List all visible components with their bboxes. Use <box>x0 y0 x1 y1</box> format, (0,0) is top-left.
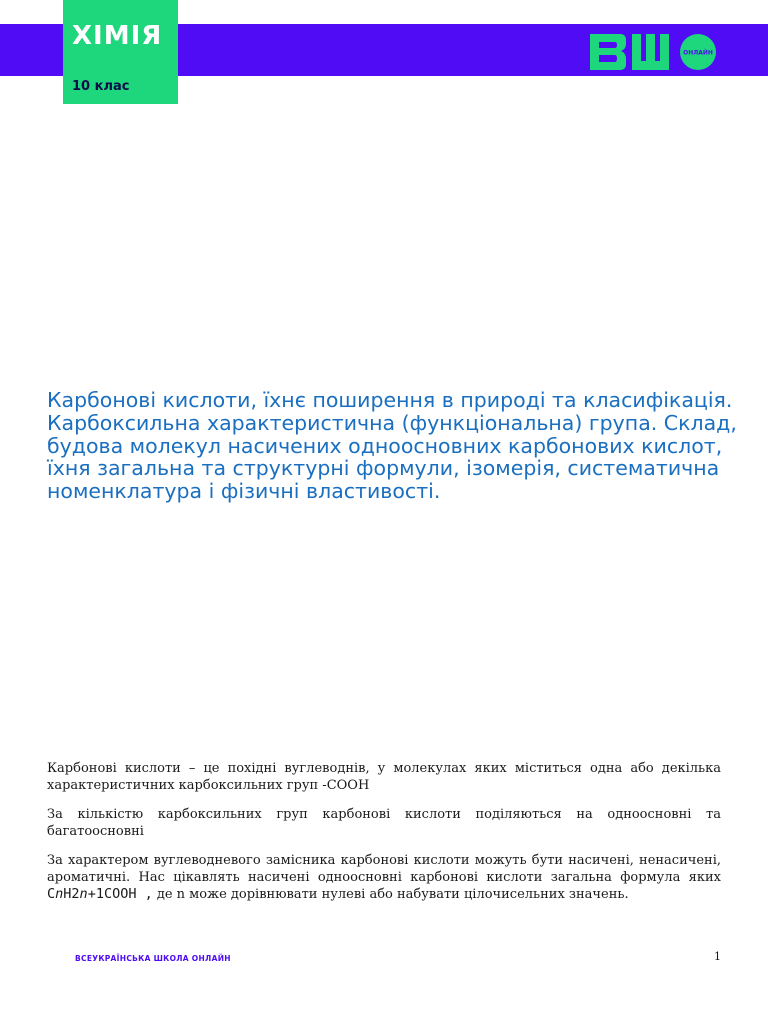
grade-label: 10 клас <box>72 79 130 94</box>
logo-letter-o <box>680 34 716 70</box>
footer-school-name: ВСЕУКРАЇНСЬКА ШКОЛА ОНЛАЙН <box>75 954 231 963</box>
logo-letter-sh <box>632 34 669 70</box>
page-number: 1 <box>714 950 721 963</box>
subject-card <box>63 0 178 104</box>
paragraph-saturated-tail: де n може дорівнювати нулеві або набувати цілочисельних значень. <box>152 887 629 902</box>
logo-letter-v <box>590 34 626 70</box>
paragraph-definition: Карбонові кислоти – це похідні вуглеводнів, у молекулах яких міститься одна або декілька характеристичних карбоксильних груп -СООН <box>47 761 721 793</box>
document-body <box>47 760 721 915</box>
general-formula: CnH2n+1COOH , <box>47 886 153 902</box>
paragraph-saturated <box>47 852 721 903</box>
paragraph-classification: За кількістю карбоксильних груп карбонові кислоти поділяються на одноосновні та багатоосновні <box>47 807 721 839</box>
document-title: Карбонові кислоти, їхнє поширення в природі та класифікація. Карбоксильна характеристична (функціональна) група. Склад, будова молекул насичених одноосновних карбонових кислот, їхня загальна та структурні формули, ізомерія, систематична номенклатура і фізичні властивості. <box>47 388 737 504</box>
vsho-logo <box>590 34 720 70</box>
logo-subtext: ОНЛАЙН <box>683 49 713 57</box>
subject-title: ХІМІЯ <box>72 21 163 51</box>
paragraph-saturated-text: За характером вуглеводневого замісника карбонові кислоти можуть бути насичені, ненасичені, ароматичні. Нас цікавлять насичені одноосновні карбонові кислоти загальна формула яких <box>47 853 721 885</box>
